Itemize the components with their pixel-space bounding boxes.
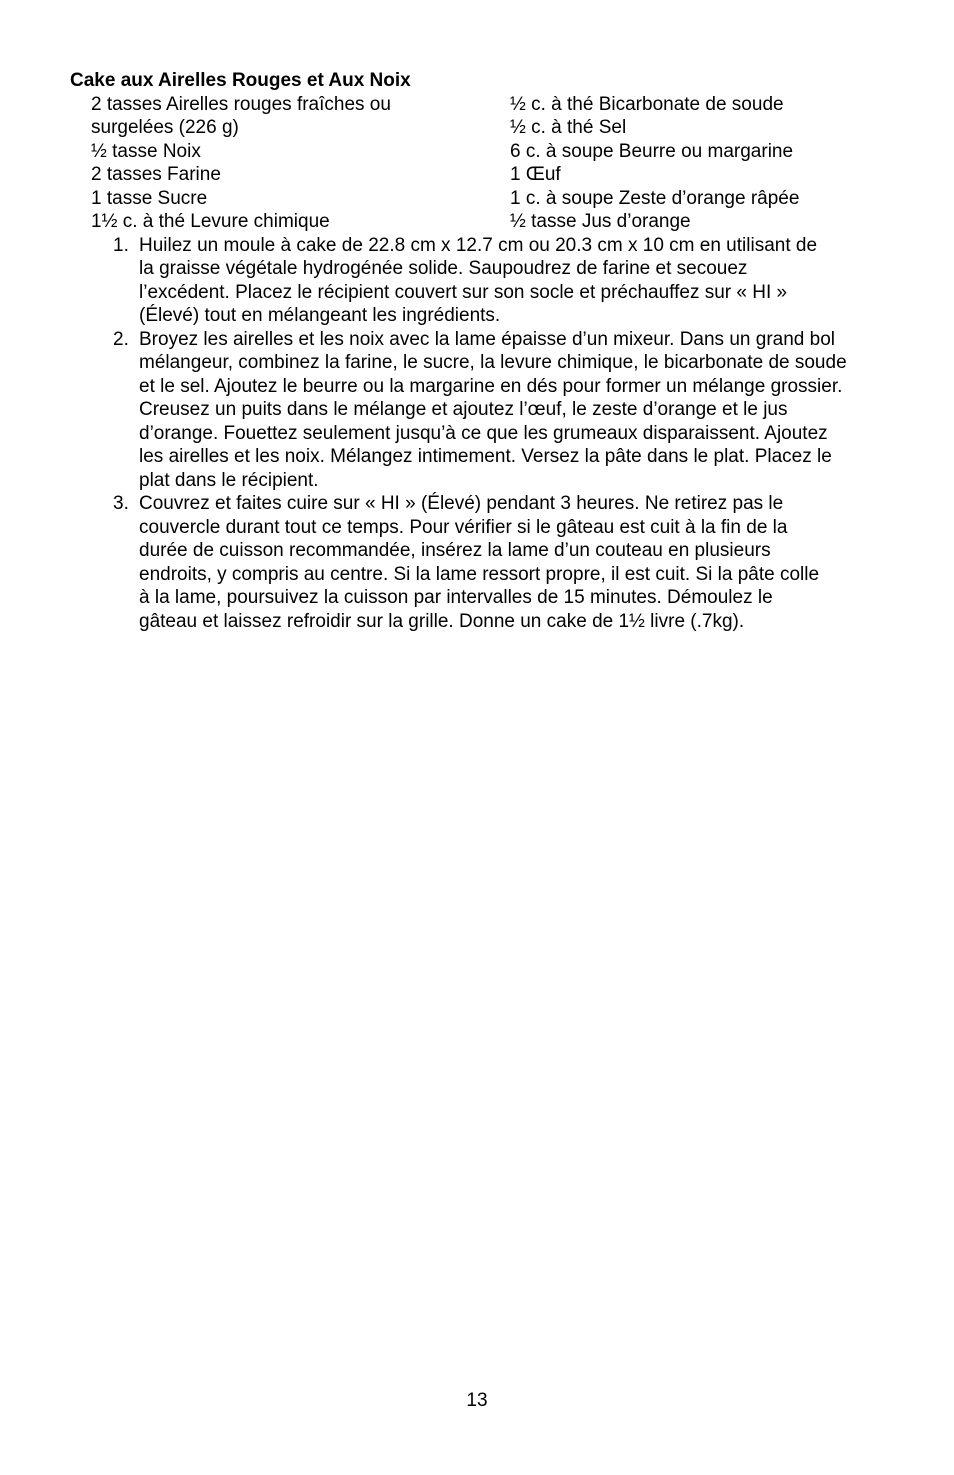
step-number: 1.: [113, 234, 129, 256]
ingredient-item: 1½ c. à thé Levure chimique: [91, 211, 330, 232]
step-text-line: Creusez un puits dans le mélange et ajoutez l’œuf, le zeste d’orange et le jus: [139, 399, 788, 420]
step-text-line: gâteau et laissez refroidir sur la grille. Donne un cake de 1½ livre (.7kg).: [139, 610, 745, 632]
step-text-line: d’orange. Fouettez seulement jusqu’à ce que les grumeaux disparaissent. Ajoutez: [139, 422, 828, 444]
ingredient-item: 2 tasses Farine: [91, 164, 221, 185]
step-text-line: couvercle durant tout ce temps. Pour vérifier si le gâteau est cuit à la fin de la: [139, 516, 788, 538]
instruction-step-2: [70, 328, 890, 493]
step-number: 2.: [113, 328, 129, 350]
step-text-line: Broyez les airelles et les noix avec la lame épaisse d’un mixeur. Dans un grand bol: [139, 328, 835, 350]
step-text-line: durée de cuisson recommandée, insérez la lame d’un couteau en plusieurs: [139, 540, 771, 561]
ingredient-item: 6 c. à soupe Beurre ou margarine: [510, 140, 794, 162]
step-text-line: (Élevé) tout en mélangeant les ingrédients.: [139, 305, 501, 326]
step-text-line: la graisse végétale hydrogénée solide. Saupoudrez de farine et secouez: [139, 258, 748, 279]
step-number: 3.: [113, 493, 129, 514]
instruction-step-3: [70, 492, 890, 633]
recipe-title: Cake aux Airelles Rouges et Aux Noix: [70, 70, 411, 91]
ingredients-column-right: [510, 93, 890, 234]
step-text-line: l’excédent. Placez le récipient couvert sur son socle et préchauffez sur « HI »: [139, 281, 788, 303]
instruction-steps: [70, 234, 890, 634]
ingredient-item: 2 tasses Airelles rouges fraîches ou: [91, 93, 391, 115]
ingredient-item: surgelées (226 g): [91, 117, 239, 138]
instruction-step-1: [70, 234, 890, 328]
ingredients-list: [70, 93, 890, 234]
step-text-line: Huilez un moule à cake de 22.8 cm x 12.7 cm ou 20.3 cm x 10 cm en utilisant de: [139, 234, 818, 256]
step-text-line: les airelles et les noix. Mélangez intimement. Versez la pâte dans le plat. Placez le: [139, 446, 832, 467]
step-text-line: à la lame, poursuivez la cuisson par intervalles de 15 minutes. Démoulez le: [139, 587, 773, 608]
ingredient-item: 1 c. à soupe Zeste d’orange râpée: [510, 187, 800, 209]
step-text-line: endroits, y compris au centre. Si la lame ressort propre, il est cuit. Si la pâte colle: [139, 563, 820, 585]
ingredient-item: 1 tasse Sucre: [91, 187, 208, 209]
step-text-line: plat dans le récipient.: [139, 469, 319, 491]
ingredient-item: 1 Œuf: [510, 164, 561, 185]
recipe-section: [70, 69, 890, 633]
ingredient-item: ½ c. à thé Sel: [510, 117, 627, 138]
page-number: 13: [466, 1390, 488, 1411]
ingredients-column-left: [91, 93, 510, 234]
ingredient-item: ½ tasse Noix: [91, 140, 201, 162]
ingredient-item: ½ tasse Jus d’orange: [510, 211, 691, 232]
step-text-line: mélangeur, combinez la farine, le sucre, la levure chimique, le bicarbonate de soude: [139, 352, 847, 373]
step-text-line: Couvrez et faites cuire sur « HI » (Élevé) pendant 3 heures. Ne retirez pas le: [139, 493, 784, 514]
step-text-line: et le sel. Ajoutez le beurre ou la margarine en dés pour former un mélange grossier.: [139, 375, 843, 397]
ingredient-item: ½ c. à thé Bicarbonate de soude: [510, 93, 784, 115]
